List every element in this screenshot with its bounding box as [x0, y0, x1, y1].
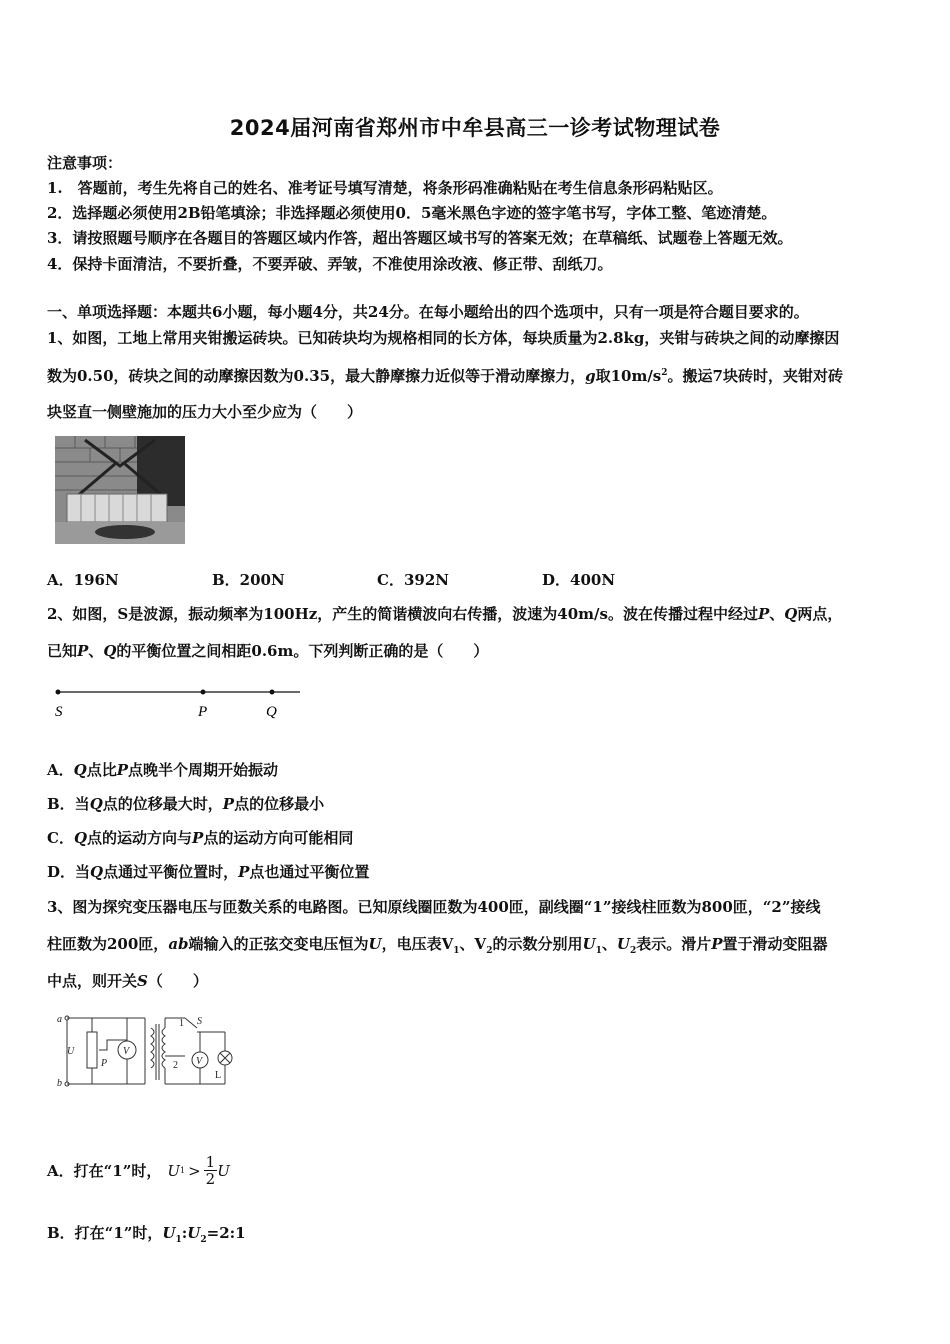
notice-heading: 注意事项：: [47, 154, 123, 172]
label-2: 2: [173, 1060, 178, 1071]
fraction-half: $\frac{1}{2}$: [205, 1153, 216, 1188]
secondary-coil: [162, 1028, 165, 1068]
q2-line2: 已知P、Q的平衡位置之间相距0.6m。下列判断正确的是（ ）: [47, 642, 489, 660]
section-heading: 一、单项选择题：本题共6小题，每小题4分，共24分。在每小题给出的四个选项中，只有一项是符合题目要求的。: [47, 303, 809, 321]
q2-line1: 2、如图，S是波源，振动频率为100Hz，产生的简谐横波向右传播，波速为40m/s。波在传播过程中经过P、Q两点，: [47, 605, 843, 623]
q1-option-d: D．400N: [542, 571, 616, 589]
notice-item: 2．选择题必须使用2B铅笔填涂；非选择题必须使用0．5毫米黑色字迹的签字笔书写，字体工整、笔迹清楚。: [47, 204, 777, 222]
q3-line3: 中点，则开关S（ ）: [47, 972, 208, 990]
q2-option-c: C．Q点的运动方向与P点的运动方向可能相同: [47, 829, 354, 847]
q2-option-a: A．Q点比P点晚半个周期开始振动: [47, 761, 279, 779]
q3-line2: 柱匝数为200匝，ab端输入的正弦交变电压恒为U，电压表$V_1$、$V_2$的示数分别用$U_1$、$U_2$表示。滑片P置于滑动变阻器: [47, 935, 828, 956]
notice-item: 3．请按照题号顺序在各题目的答题区域内作答，超出答题区域书写的答案无效；在草稿纸、试题卷上答题无效。: [47, 229, 793, 247]
q3-option-b: B．打在“1”时，$U_1:U_2=2:1$: [47, 1224, 246, 1245]
brick-clamp-photo: [55, 436, 185, 544]
label-b: b: [57, 1078, 62, 1089]
label-v1: V: [123, 1046, 130, 1057]
q1-option-b: B．200N: [212, 571, 285, 589]
q1-line3: 块竖直一侧壁施加的压力大小至少应为（ ）: [47, 403, 363, 421]
label-s: S: [197, 1016, 202, 1027]
label-s: S: [55, 704, 63, 720]
label-u: U: [67, 1046, 75, 1057]
label-l: L: [215, 1070, 222, 1081]
point-p: [201, 690, 206, 695]
label-p: P: [101, 1058, 108, 1069]
point-q: [270, 690, 275, 695]
q3-option-a: A．打在“1”时， U 1 > $\frac{1}{2}$ U: [47, 1153, 230, 1188]
q2-option-d: D．当Q点通过平衡位置时，P点也通过平衡位置: [47, 863, 370, 881]
label-q: Q: [266, 704, 277, 720]
label-p: P: [198, 704, 208, 720]
q1-line2: 数为0.50，砖块之间的动摩擦因数为0.35，最大静摩擦力近似等于滑动摩擦力，g取$10m/s^2$。搬运7块砖时，夹钳对砖: [47, 367, 843, 385]
notice-item: 4．保持卡面清洁，不要折叠，不要弄破、弄皱，不准使用涂改液、修正带、刮纸刀。: [47, 255, 613, 273]
label-1: 1: [179, 1018, 184, 1029]
switch-s: [185, 1018, 197, 1028]
q1-line1: 1、如图，工地上常用夹钳搬运砖块。已知砖块均为规格相同的长方体，每块质量为2.8kg，夹钳与砖块之间的动摩擦因: [47, 329, 840, 347]
point-s: [56, 690, 61, 695]
rheostat: [87, 1032, 97, 1068]
q3-line1: 3、图为探究变压器电压与匝数关系的电路图。已知原线圈匝数为400匝，副线圈“1”接线柱匝数为800匝，“2”接线: [47, 898, 821, 916]
primary-coil: [151, 1028, 154, 1068]
q1-option-c: C．392N: [377, 571, 449, 589]
label-v2: V: [196, 1056, 203, 1067]
q1-option-a: A．196N: [47, 571, 119, 589]
page-title: 2024届河南省郑州市中牟县高三一诊考试物理试卷: [229, 116, 721, 140]
q2-option-b: B．当Q点的位移最大时，P点的位移最小: [47, 795, 325, 813]
label-a: a: [57, 1014, 62, 1025]
notice-item: 1. 答题前，考生先将自己的姓名、准考证号填写清楚，将条形码准确粘贴在考生信息条形码粘贴区。: [47, 179, 723, 197]
transformer-circuit: [55, 1010, 245, 1092]
wave-diagram: [50, 682, 310, 724]
